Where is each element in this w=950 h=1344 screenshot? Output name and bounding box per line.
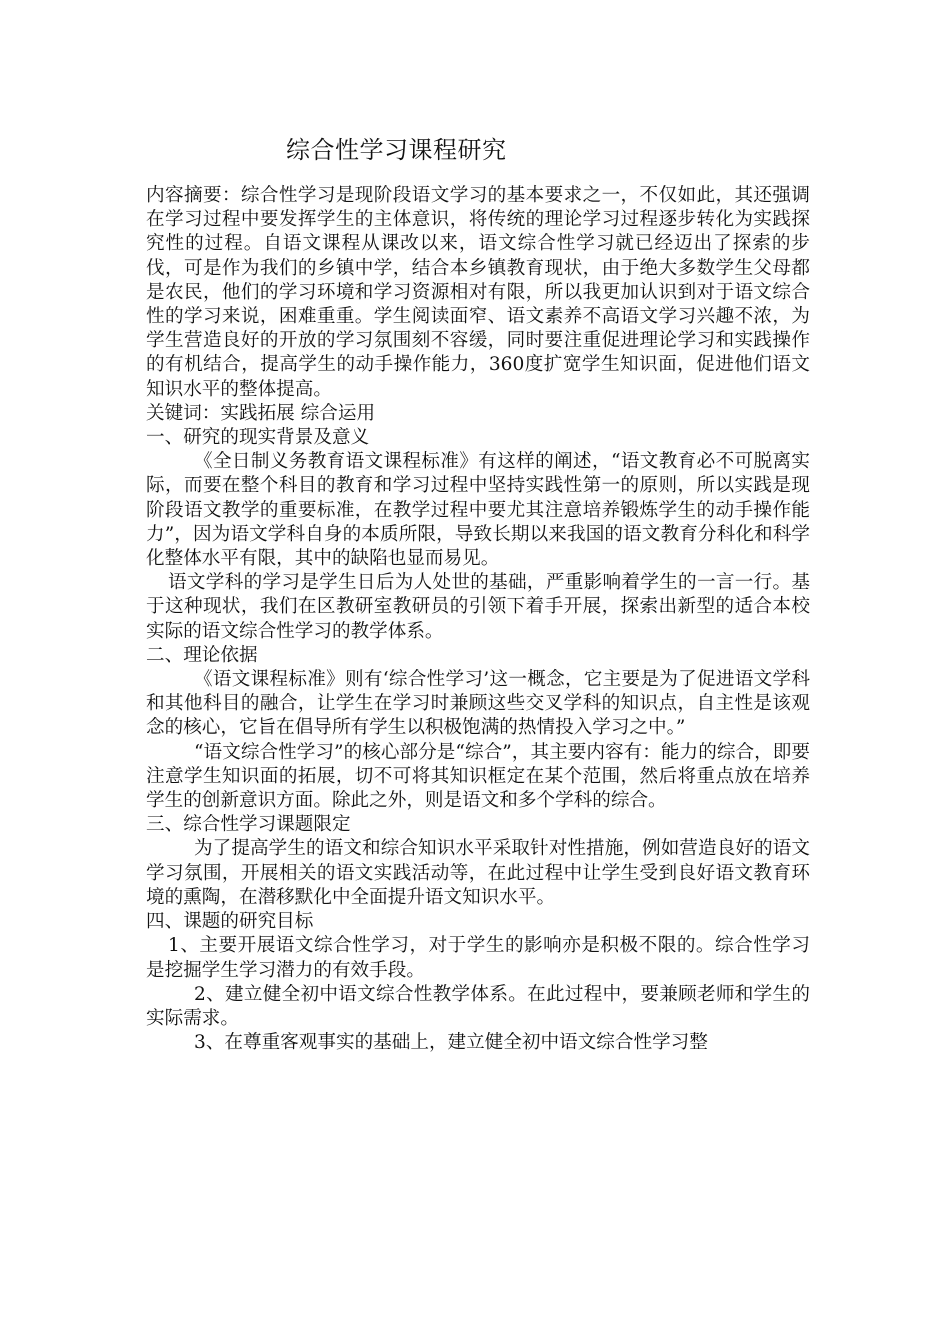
- body-paragraph: 《全日制义务教育语文课程标准》有这样的阐述，“语文教育必不可脱离实际，而要在整个科目的教育和学习过程中坚持实践性第一的原则，所以实践是现阶段语文教学的重要标准，在教学过程中要尤其注意培养锻炼学生的动手操作能力”，因为语文学科自身的本质所限，导致长期以来我国的语文教育分科化和科学化整体水平有限，其中的缺陷也显而易见。: [146, 451, 810, 570]
- section-heading-background: 一、研究的现实背景及意义: [146, 427, 370, 449]
- document-title: 综合性学习课程研究: [286, 136, 507, 164]
- section-heading-theory: 二、理论依据: [146, 644, 258, 666]
- goal-item: 1、主要开展语文综合性学习，对于学生的影响亦是积极不限的。综合性学习是挖掘学生学习潜力的有效手段。: [146, 935, 810, 981]
- goal-item: 2、建立健全初中语文综合性教学体系。在此过程中，要兼顾老师和学生的实际需求。: [146, 983, 810, 1029]
- goal-item: 3、在尊重客观事实的基础上，建立健全初中语文综合性学习整: [194, 1032, 708, 1054]
- section-heading-goals: 四、课题的研究目标: [146, 911, 314, 933]
- body-paragraph: 《语文课程标准》则有‘综合性学习’这一概念，它主要是为了促进语文学科和其他科目的融合，让学生在学习时兼顾这些交叉学科的知识点，自主性是该观念的核心，它旨在倡导所有学生以积极饱满的热情投入学习之中。”: [146, 669, 810, 739]
- body-paragraph: 为了提高学生的语文和综合知识水平采取针对性措施，例如营造良好的语文学习氛围，开展相关的语文实践活动等，在此过程中让学生受到良好语文教育环境的熏陶，在潜移默化中全面提升语文知识水平。: [146, 838, 810, 908]
- section-heading-scope: 三、综合性学习课题限定: [146, 814, 351, 836]
- abstract-paragraph: 内容摘要：综合性学习是现阶段语文学习的基本要求之一，不仅如此，其还强调在学习过程中要发挥学生的主体意识，将传统的理论学习过程逐步转化为实践探究性的过程。自语文课程从课改以来，语文综合性学习就已经迈出了探索的步伐，可是作为我们的乡镇中学，结合本乡镇教育现状，由于绝大多数学生父母都是农民，他们的学习环境和学习资源相对有限，所以我更加认识到对于语文综合性的学习来说，困难重重。学生阅读面窄、语文素养不高语文学习兴趣不浓，为学生营造良好的开放的学习氛围刻不容缓，同时要注重促进理论学习和实践操作的有机结合，提高学生的动手操作能力，360度扩宽学生知识面，促进他们语文知识水平的整体提高。: [146, 185, 810, 400]
- body-paragraph: 语文学科的学习是学生日后为人处世的基础，严重影响着学生的一言一行。基于这种现状，我们在区教研室教研员的引领下着手开展，探索出新型的适合本校实际的语文综合性学习的教学体系。: [146, 572, 810, 642]
- keywords-line: 关键词：实践拓展 综合运用: [146, 402, 376, 424]
- document-body: [146, 184, 810, 1055]
- body-paragraph: “语文综合性学习”的核心部分是“综合”，其主要内容有：能力的综合，即要注意学生知识面的拓展，切不可将其知识框定在某个范围，然后将重点放在培养学生的创新意识方面。除此之外，则是语文和多个学科的综合。: [146, 741, 810, 812]
